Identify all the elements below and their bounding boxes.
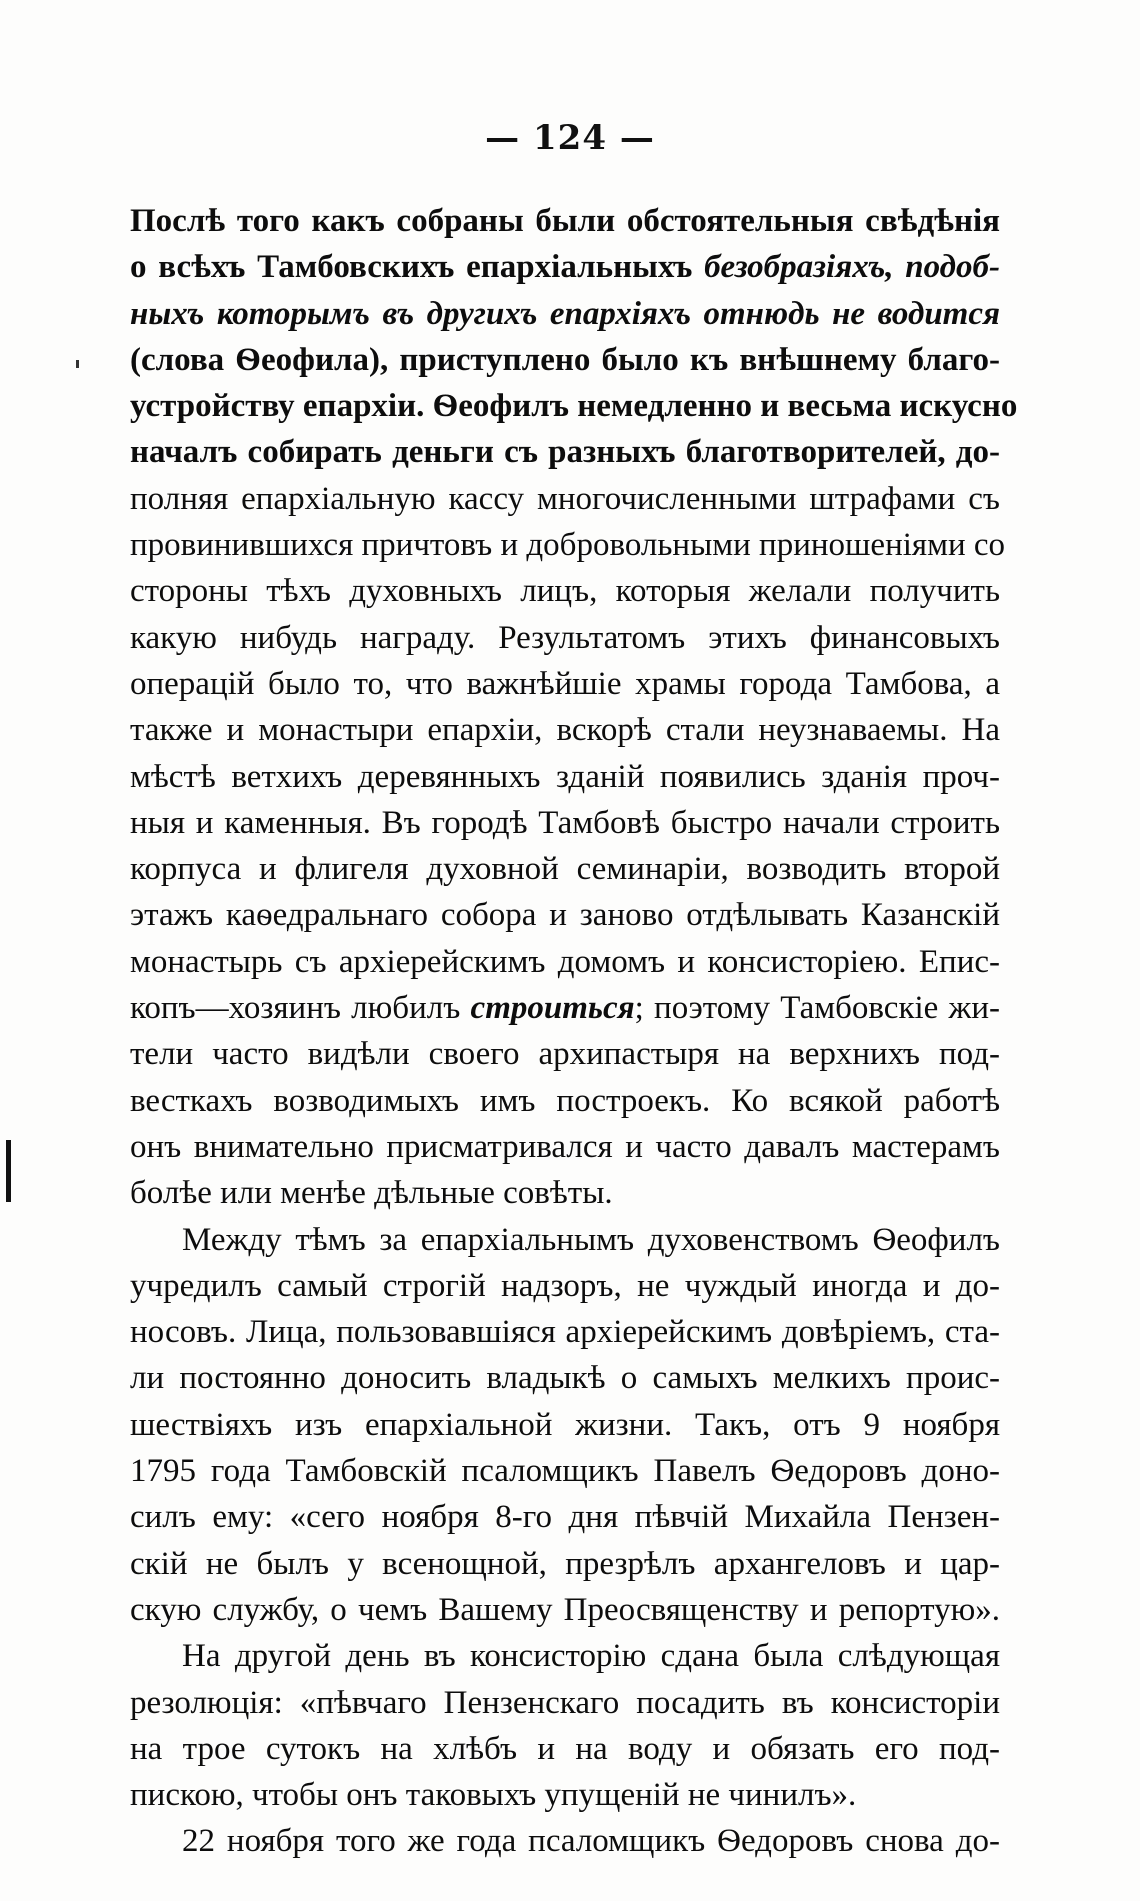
text-line: [130, 476, 1000, 522]
text-line: [130, 383, 1018, 429]
text-span: на трое сутокъ на хлѣбъ и на воду и обязать его под-: [130, 1730, 1000, 1767]
page-number: — 124 —: [485, 118, 655, 158]
text-span: строиться: [470, 990, 635, 1027]
text-span: мѣстѣ ветхихъ деревянныхъ зданій появились зданія проч-: [130, 758, 1000, 795]
text-span: устройству епархіи. Ѳеофилъ немедленно и весьма искусно: [130, 388, 1018, 425]
text-span: силъ ему: «сего ноября 8-го дня пѣвчій Михайла Пензен-: [130, 1499, 1000, 1536]
text-span: полняя епархіальную кассу многочисленными штрафами съ: [130, 480, 1000, 517]
text-line: [130, 1448, 1000, 1494]
text-line: [130, 1633, 1000, 1679]
text-line: [130, 1355, 1000, 1401]
text-line: [130, 892, 1000, 938]
text-span: тели часто видѣли своего архипастыря на верхнихъ под-: [130, 1036, 1000, 1073]
text-line: [130, 291, 1000, 337]
text-span: какую нибудь награду. Результатомъ этихъ финансовыхъ: [130, 619, 1000, 656]
text-span: онъ внимательно присматривался и часто давалъ мастерамъ: [130, 1128, 1000, 1165]
text-span: также и монастыри епархіи, вскорѣ стали неузнаваемы. На: [130, 712, 1000, 749]
text-line: [130, 1541, 1000, 1587]
text-span: Между тѣмъ за епархіальнымъ духовенствомъ Ѳеофилъ: [182, 1221, 1000, 1258]
text-span: монастырь съ архіерейскимъ домомъ и консисторіею. Епис-: [130, 943, 1000, 980]
text-line: [130, 707, 1000, 753]
text-span: носовъ. Лица, пользовавшіяся архіерейскимъ довѣріемъ, ста-: [130, 1314, 1000, 1351]
text-line: [130, 568, 1000, 614]
text-span: корпуса и флигеля духовной семинаріи, возводить второй: [130, 851, 1000, 888]
scan-speck: [76, 360, 79, 368]
text-line: [130, 754, 1000, 800]
text-span: На другой день въ консисторію сдана была слѣдующая: [182, 1638, 1000, 1675]
body-text: [130, 198, 1018, 1865]
text-span: копъ—хозяинъ любилъ: [130, 990, 471, 1027]
text-span: стороны тѣхъ духовныхъ лицъ, которыя желали получить: [130, 573, 1000, 610]
text-span: резолюція: «пѣвчаго Пензенскаго посадить въ консисторіи: [130, 1684, 1000, 1721]
text-span: этажъ каѳедральнаго собора и заново отдѣлывать Казанскій: [130, 897, 1000, 934]
text-line: [130, 1309, 1000, 1355]
text-line: [130, 615, 1000, 661]
text-span: учредилъ самый строгій надзоръ, не чуждый иногда и до-: [130, 1267, 1000, 1304]
text-line: [130, 1263, 1000, 1309]
text-line: [130, 846, 1000, 892]
text-line: [130, 1726, 1000, 1772]
text-line: [130, 1587, 1000, 1633]
text-span: 22 ноября того же года псаломщикъ Ѳедоровъ снова до-: [182, 1823, 1000, 1860]
text-line: [130, 429, 1000, 475]
text-line: [130, 1170, 1000, 1216]
text-line: [130, 244, 1000, 290]
text-span: провинившихся причтовъ и добровольными приношеніями со: [130, 527, 1006, 564]
scan-edge-mark: [6, 1140, 11, 1202]
text-span: 1795 года Тамбовскій псаломщикъ Павелъ Ѳедоровъ доно-: [130, 1453, 1000, 1490]
text-span: ли постоянно доносить владыкѣ о самыхъ мелкихъ проис-: [130, 1360, 1000, 1397]
text-line: [130, 1031, 1000, 1077]
text-line: [130, 1217, 1000, 1263]
text-line: [130, 1772, 1000, 1818]
text-span: операцій было то, что важнѣйшіе храмы города Тамбова, а: [130, 665, 1000, 702]
text-line: [130, 800, 1000, 846]
text-span: ныхъ которымъ въ другихъ епархіяхъ отнюдь не водится: [130, 295, 1000, 332]
text-span: началъ собирать деньги съ разныхъ благотворителей, до-: [130, 434, 1000, 471]
text-span: Послѣ того какъ собраны были обстоятельныя свѣдѣнія: [130, 203, 1000, 239]
text-line: [130, 661, 1000, 707]
text-span: ; поэтому Тамбовскіе жи-: [634, 990, 1001, 1027]
text-span: скую службу, о чемъ Вашему Преосвященству и репортую».: [130, 1591, 1000, 1628]
text-line: [130, 1078, 1000, 1124]
text-span: скій не былъ у всенощной, презрѣлъ архангеловъ и цар-: [130, 1545, 1000, 1582]
text-line: [130, 1818, 1000, 1864]
text-line: [130, 1402, 1000, 1448]
text-span: ныя и каменныя. Въ городѣ Тамбовѣ быстро начали строить: [130, 804, 1000, 841]
text-span: пискою, чтобы онъ таковыхъ упущеній не чинилъ».: [130, 1777, 857, 1814]
text-span: о всѣхъ Тамбовскихъ епархіальныхъ: [130, 249, 705, 286]
text-line: [130, 1124, 1000, 1170]
text-line: [130, 337, 1000, 383]
text-span: весткахъ возводимыхъ имъ построекъ. Ко всякой работѣ: [130, 1082, 1000, 1119]
text-line: [130, 1680, 1000, 1726]
text-span: (слова Ѳеофила), приступлено было къ внѣшнему благо-: [130, 341, 1000, 378]
text-line: [130, 985, 1000, 1031]
text-line: [130, 522, 1006, 568]
text-span: болѣе или менѣе дѣльные совѣты.: [130, 1175, 613, 1212]
text-line: [130, 939, 1000, 985]
text-span: шествіяхъ изъ епархіальной жизни. Такъ, отъ 9 ноября: [130, 1406, 1000, 1443]
text-line: [130, 198, 1000, 244]
text-line: [130, 1494, 1000, 1540]
text-span: безобразіяхъ, подоб-: [704, 249, 1000, 286]
